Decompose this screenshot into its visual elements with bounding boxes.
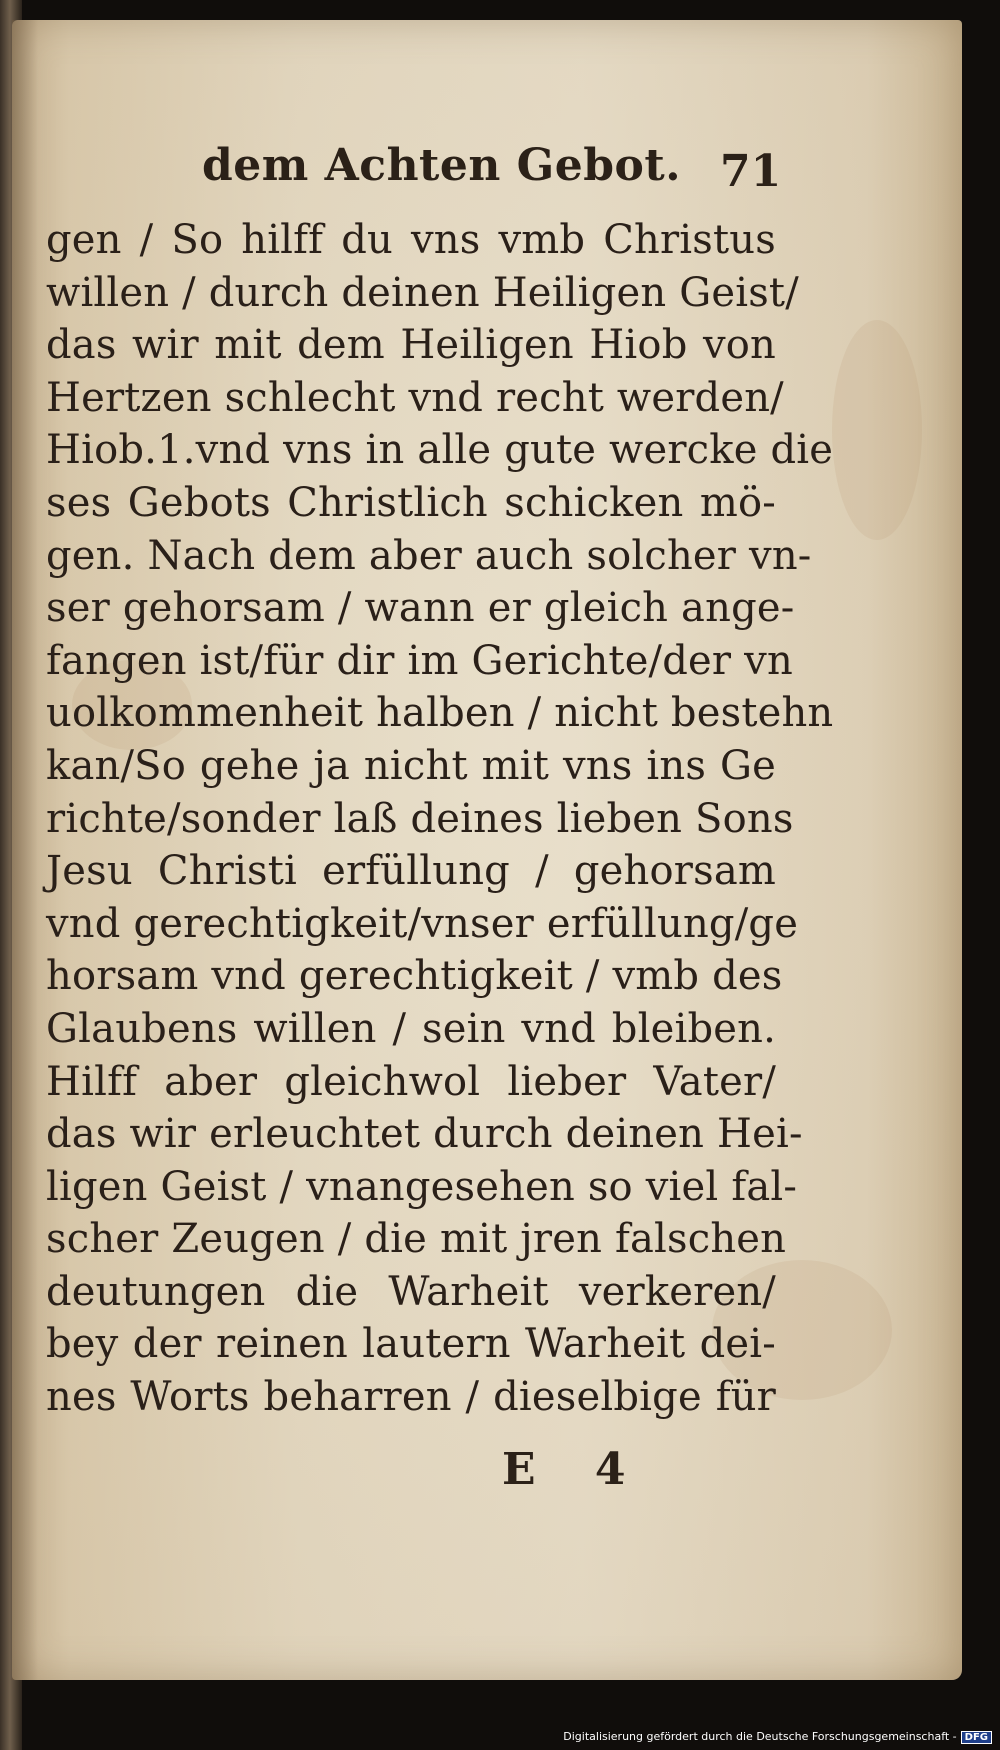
page-header — [12, 138, 962, 208]
text-line: Hiob.1.vnd vns in alle gute wercke die — [46, 427, 834, 474]
text-line: horsam vnd gerechtigkeit / vmb des — [46, 953, 783, 1000]
body-text — [46, 214, 834, 1424]
text-line: das wir mit dem Heiligen Hiob von — [46, 322, 776, 369]
text-line: Glaubens willen / sein vnd bleiben. — [46, 1005, 776, 1052]
page-gutter-shadow — [12, 20, 38, 1680]
text-line: fangen ist/für dir im Gerichte/der vn — [46, 637, 793, 684]
text-line: das wir erleuchtet durch deinen Hei- — [46, 1111, 803, 1158]
text-line: gen / So hilff du vns vmb Christus — [46, 217, 776, 263]
credit-text: Digitalisierung gefördert durch die Deutsche Forschungsgemeinschaft - — [563, 1730, 957, 1743]
text-line: ligen Geist / vnangesehen so viel fal- — [46, 1163, 798, 1210]
text-line: gen. Nach dem aber auch solcher vn- — [46, 532, 812, 579]
text-line: scher Zeugen / die mit jren falschen — [46, 1216, 787, 1263]
book-page — [12, 20, 962, 1680]
text-line: kan/So gehe ja nicht mit vns ins Ge — [46, 742, 776, 789]
text-line: Hertzen schlecht vnd recht werden/ — [46, 374, 784, 421]
page-number: 71 — [720, 146, 782, 197]
text-line: deutungen die Warheit verkeren/ — [46, 1268, 776, 1315]
text-line: Jesu Christi erfüllung / gehorsam — [46, 848, 776, 895]
text-line: vnd gerechtigkeit/vnser erfüllung/ge — [46, 900, 799, 947]
text-line: nes Worts beharren / dieselbige für — [46, 1374, 776, 1421]
signature-mark: E 4 — [502, 1444, 648, 1495]
text-line: richte/sonder laß deines lieben Sons — [46, 795, 794, 842]
paper-stain — [832, 320, 922, 540]
dfg-logo: DFG — [961, 1731, 992, 1744]
digitization-credit — [563, 1730, 992, 1744]
text-line: willen / durch deinen Heiligen Geist/ — [46, 269, 799, 316]
text-line: uolkommenheit halben / nicht bestehn — [46, 690, 834, 737]
text-line: ser gehorsam / wann er gleich ange- — [46, 585, 795, 632]
running-title: dem Achten Gebot. — [202, 140, 682, 191]
text-line: bey der reinen lautern Warheit dei- — [46, 1321, 776, 1368]
text-line: Hilff aber gleichwol lieber Vater/ — [46, 1058, 776, 1105]
text-line: ses Gebots Christlich schicken mö- — [46, 479, 776, 526]
